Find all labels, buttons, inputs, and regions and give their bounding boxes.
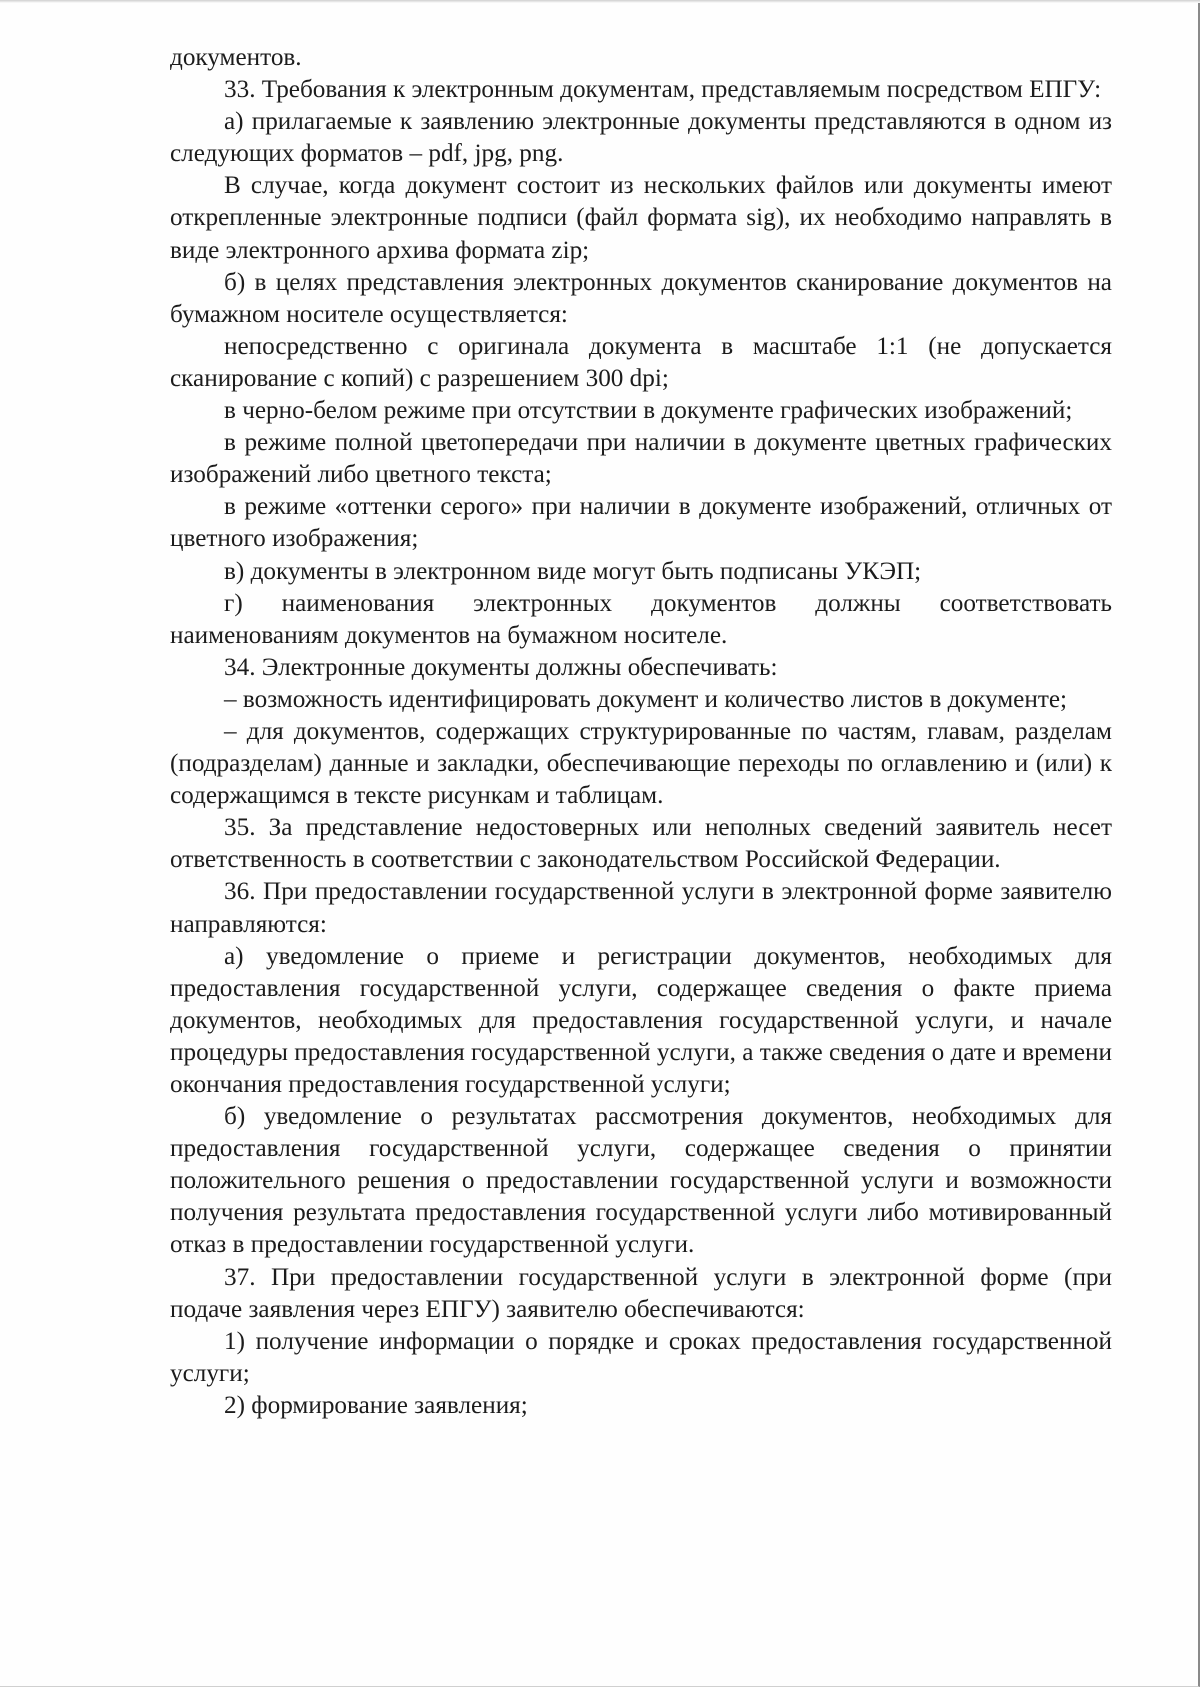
document-text-body bbox=[170, 42, 1112, 1422]
paragraph-33-g: г) наименования электронных документов должны соответствовать наименованиям документов на бумажном носителе. bbox=[170, 589, 1112, 649]
paragraph-36-b: б) уведомление о результатах рассмотрения документов, необходимых для предоставления государственной услуги, содержащее сведения о принятии положительного решения о предоставлении государственной услуги и возможности получения результата предоставления государственной услуги либо мотивированный отказ в предоставлении государственной услуги. bbox=[170, 1103, 1112, 1259]
paragraph-33-b-original: непосредственно с оригинала документа в масштабе 1:1 (не допускается сканирование с копий) с разрешением 300 dpi; bbox=[170, 332, 1112, 392]
paragraph-continuation: документов. bbox=[170, 44, 302, 71]
paragraph-33-b: б) в целях представления электронных документов сканирование документов на бумажном носителе осуществляется: bbox=[170, 268, 1112, 328]
paragraph-33-v: в) документы в электронном виде могут быть подписаны УКЭП; bbox=[224, 557, 922, 585]
paragraph-37-2: 2) формирование заявления; bbox=[224, 1391, 528, 1419]
paragraph-33-b-bw: в черно-белом режиме при отсутствии в документе графических изображений; bbox=[224, 397, 1073, 425]
paragraph-item-37: 37. При предоставлении государственной услуги в электронной форме (при подаче заявления через ЕПГУ) заявителю обеспечиваются: bbox=[170, 1263, 1112, 1323]
paragraph-34-structured: – для документов, содержащих структурированные по частям, главам, разделам (подразделам) данные и закладки, обеспечивающие переходы по оглавлению и (или) к содержащимся в тексте рисункам и таблицам. bbox=[170, 717, 1112, 810]
paragraph-item-34: 34. Электронные документы должны обеспечивать: bbox=[224, 653, 778, 681]
paragraph-33-b-color: в режиме полной цветопередачи при наличии в документе цветных графических изображений либо цветного текста; bbox=[170, 429, 1112, 489]
paragraph-item-33: 33. Требования к электронным документам, представляемым посредством ЕПГУ: bbox=[224, 76, 1102, 104]
paragraph-36-a: а) уведомление о приеме и регистрации документов, необходимых для предоставления государственной услуги, содержащее сведения о факте приема документов, необходимых для предоставления государственной услуги, и начале процедуры предоставления государственной услуги, а также сведения о дате и времени окончания предоставления государственной услуги; bbox=[170, 942, 1112, 1098]
paragraph-item-35: 35. За представление недостоверных или неполных сведений заявитель несет ответственность в соответствии с законодательством Российской Федерации. bbox=[170, 814, 1112, 874]
paragraph-33-a: а) прилагаемые к заявлению электронные документы представляются в одном из следующих форматов – pdf, jpg, png. bbox=[170, 108, 1112, 168]
paragraph-33-a-archive: В случае, когда документ состоит из нескольких файлов или документы имеют открепленные электронные подписи (файл формата sig), их необходимо направлять в виде электронного архива формата zip; bbox=[170, 172, 1112, 264]
paragraph-33-b-grayscale: в режиме «оттенки серого» при наличии в документе изображений, отличных от цветного изображения; bbox=[170, 493, 1112, 553]
paragraph-item-36: 36. При предоставлении государственной услуги в электронной форме заявителю направляются: bbox=[170, 878, 1112, 938]
paragraph-34-identify: – возможность идентифицировать документ и количество листов в документе; bbox=[224, 685, 1068, 713]
scan-top-edge bbox=[0, 0, 1200, 3]
paragraph-37-1: 1) получение информации о порядке и сроках предоставления государственной услуги; bbox=[170, 1327, 1112, 1387]
